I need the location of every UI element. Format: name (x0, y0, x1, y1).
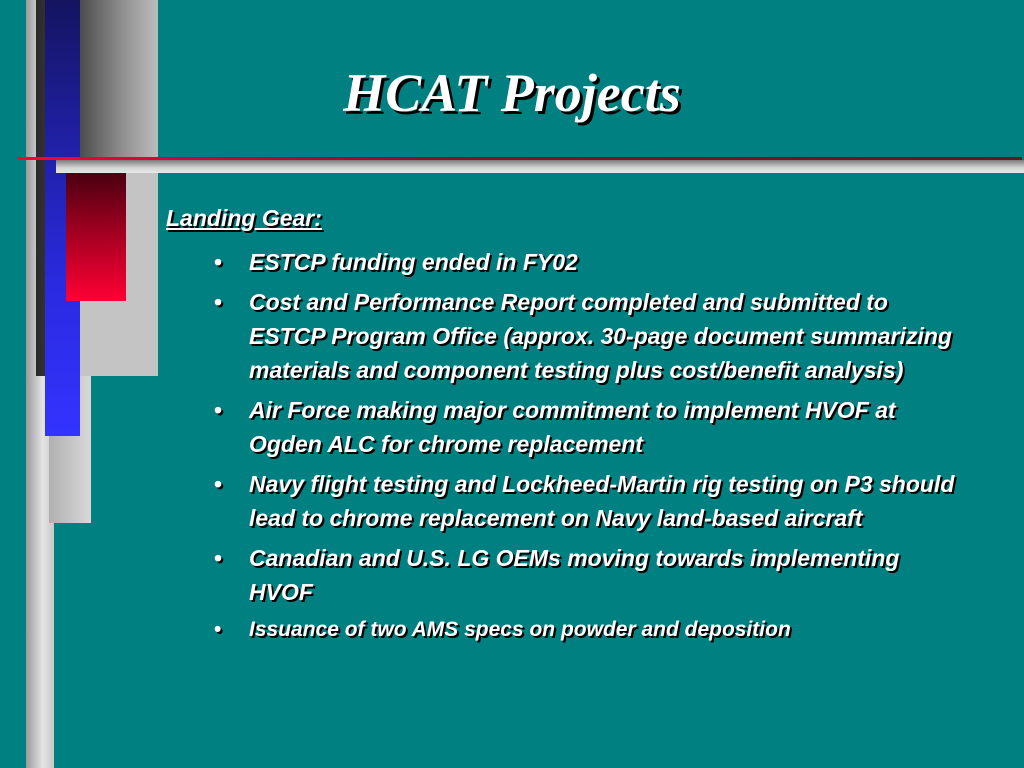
bullet-item (166, 541, 956, 609)
bullet-item (166, 285, 956, 387)
bullet-icon: • (214, 289, 223, 315)
decorative-red-block (66, 173, 126, 301)
slide-content (166, 203, 956, 651)
bullet-icon: • (214, 397, 223, 423)
bullet-list (166, 245, 956, 645)
bullet-text: Issuance of two AMS specs on powder and deposition (249, 618, 791, 641)
bullet-icon: • (214, 471, 223, 497)
slide-title: HCAT Projects (343, 63, 681, 123)
bullet-icon: • (214, 545, 223, 571)
bullet-text: Navy flight testing and Lockheed-Martin rig testing on P3 should lead to chrome replacement on Navy land-based aircraft (249, 471, 955, 531)
bullet-text: Canadian and U.S. LG OEMs moving towards implementing HVOF (249, 545, 900, 605)
bullet-item (166, 245, 956, 279)
bullet-text: Cost and Performance Report completed and submitted to ESTCP Program Office (approx. 30-page document summarizing materials and component testing plus cost/benefit analysis) (249, 289, 952, 383)
bullet-icon: • (214, 249, 223, 275)
bullet-text: ESTCP funding ended in FY02 (249, 249, 578, 275)
bullet-icon: • (214, 618, 222, 641)
bullet-item (166, 467, 956, 535)
bullet-text: Air Force making major commitment to implement HVOF at Ogden ALC for chrome replacement (249, 397, 896, 457)
section-heading: Landing Gear: (166, 205, 322, 231)
title-divider-gray-bar (56, 160, 1024, 173)
bullet-item (166, 615, 956, 645)
bullet-item (166, 393, 956, 461)
